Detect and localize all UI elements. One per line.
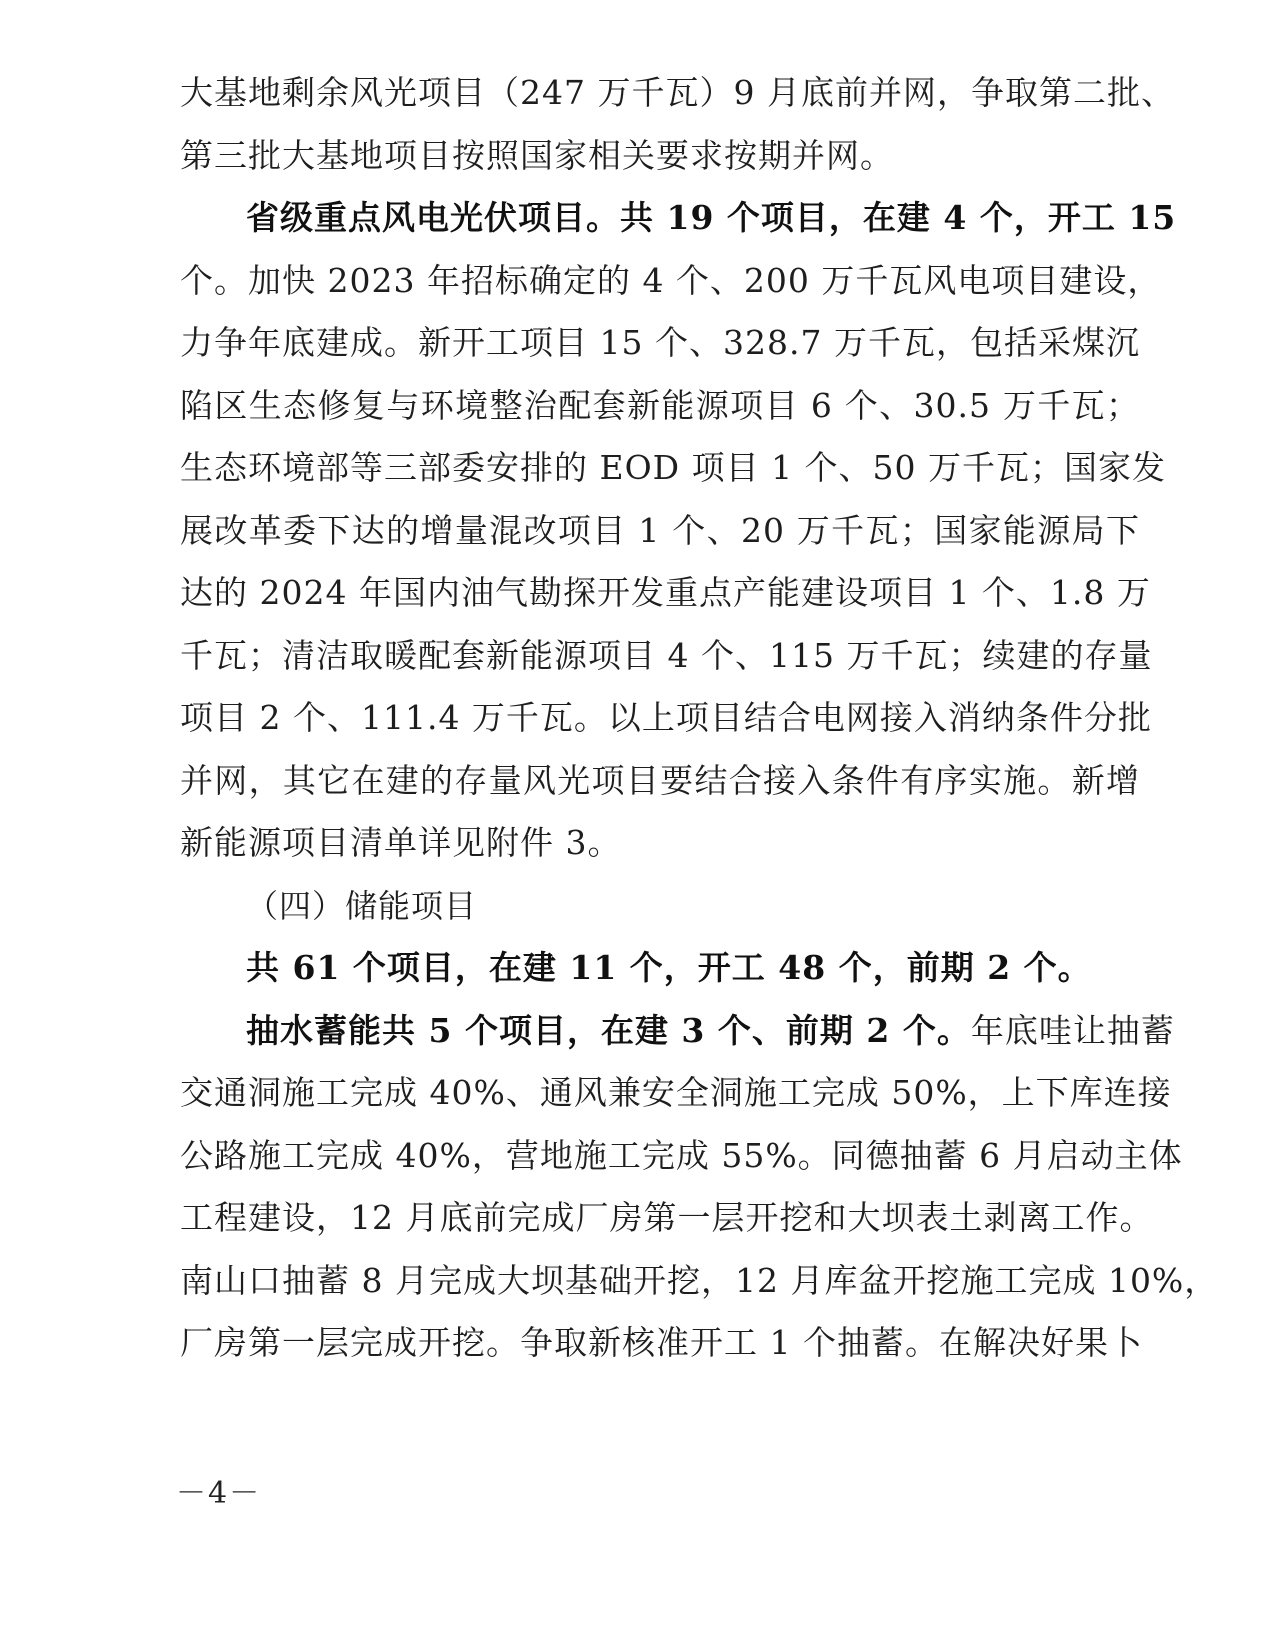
bold-summary-text: 共 61 个项目，在建 11 个，开工 48 个，前期 2 个。 [246, 948, 1092, 987]
text-line: 项目 2 个、111.4 万千瓦。以上项目结合电网接入消纳条件分批 [180, 698, 1152, 737]
text-line: 个。加快 2023 年招标确定的 4 个、200 万千瓦风电项目建设， [180, 260, 1162, 300]
text-line: 公路施工完成 40%，营地施工完成 55%。同德抽蓄 6 月启动主体 [180, 1135, 1183, 1175]
lead-rest-text: 年底哇让抽蓄 [970, 1010, 1175, 1050]
text-line: 新能源项目清单详见附件 3。 [180, 823, 622, 862]
text-line: 展改革委下达的增量混改项目 1 个、20 万千瓦；国家能源局下 [180, 510, 1140, 550]
text-line: 达的 2024 年国内油气勘探开发重点产能建设项目 1 个、1.8 万 [180, 573, 1151, 612]
bold-lead-text: 省级重点风电光伏项目。共 19 个项目，在建 4 个，开工 15 [246, 198, 1177, 237]
text-line: 陷区生态修复与环境整治配套新能源项目 6 个、30.5 万千瓦； [180, 385, 1140, 425]
text-line: 第三批大基地项目按照国家相关要求按期并网。 [180, 135, 894, 175]
text-line: 并网，其它在建的存量风光项目要结合接入条件有序实施。新增 [180, 760, 1140, 800]
section-summary-line [180, 937, 1140, 1000]
text-line: 厂房第一层完成开挖。争取新核准开工 1 个抽蓄。在解决好果卜 [180, 1323, 1143, 1362]
paragraph-lead-line [180, 1000, 1175, 1063]
text-line: 大基地剩余风光项目（247 万千瓦）9 月底前并网，争取第二批、 [180, 73, 1175, 112]
section-heading: （四）储能项目 [246, 886, 478, 925]
text-line: 千瓦；清洁取暖配套新能源项目 4 个、115 万千瓦；续建的存量 [180, 635, 1153, 675]
paragraph-lead-line [180, 187, 1177, 250]
document-page [180, 62, 1219, 1375]
text-line: 交通洞施工完成 40%、通风兼安全洞施工完成 50%，上下库连接 [180, 1073, 1172, 1112]
text-line: 力争年底建成。新开工项目 15 个、328.7 万千瓦，包括采煤沉 [180, 323, 1140, 362]
text-line: 生态环境部等三部委安排的 EOD 项目 1 个、50 万千瓦；国家发 [180, 448, 1167, 487]
page-number: －4－ [176, 1476, 262, 1511]
text-line: 工程建设，12 月底前完成厂房第一层开挖和大坝表土剥离工作。 [180, 1198, 1154, 1237]
text-line: 南山口抽蓄 8 月完成大坝基础开挖，12 月库盆开挖施工完成 10%， [180, 1260, 1219, 1300]
bold-lead-text: 抽水蓄能共 5 个项目，在建 3 个、前期 2 个。 [246, 1010, 971, 1050]
